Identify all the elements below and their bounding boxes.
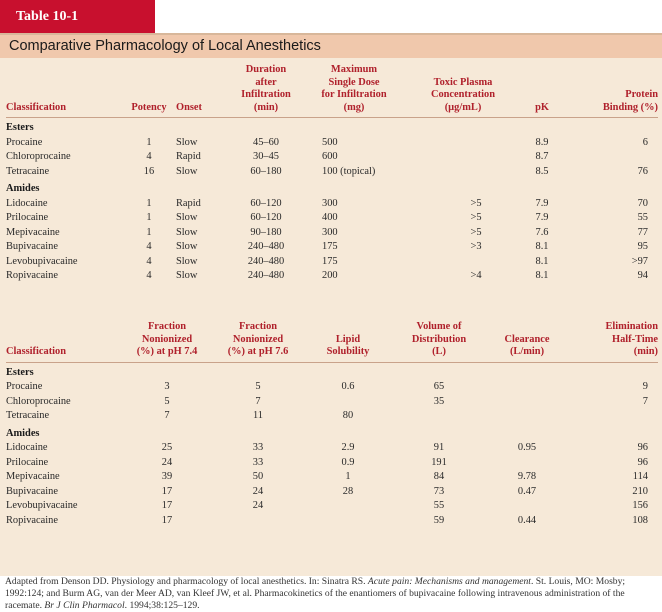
cell-vd: 91 (433, 442, 445, 453)
cell-fn74: 17 (161, 485, 173, 497)
cell-protein (566, 150, 658, 165)
cell-clearance: 9.78 (517, 471, 537, 482)
table-row (6, 165, 658, 180)
cell-clearance (486, 499, 568, 514)
group-row (6, 362, 658, 380)
cell-vd: 191 (431, 456, 447, 468)
cell-pk: 8.1 (535, 255, 549, 267)
cell-fn76: 11 (252, 410, 263, 421)
cell-duration: 240–480 (247, 270, 285, 281)
cell-pk: 8.1 (535, 270, 549, 281)
cell-clearance (486, 456, 568, 471)
cell-duration: 60–120 (250, 197, 282, 209)
cell-fn74: 17 (161, 514, 173, 526)
table-row (6, 499, 658, 514)
cell-potency: 4 (146, 270, 152, 281)
cell-pk: 7.6 (535, 226, 549, 238)
table-row (6, 485, 658, 500)
table-row (6, 395, 658, 410)
cell-onset: Slow (176, 136, 198, 148)
cell-toxic: >4 (470, 270, 482, 281)
drug-name: Bupivacaine (6, 241, 58, 252)
cell-toxic (408, 255, 518, 270)
source-footnote: Adapted from Denson DD. Physiology and pharmacology of local anesthetics. In: Sinatra RS. Acute pain: Mechanisms and management. St. Louis, MO: Mosby; 1992:124; and Burm AG, van der Meer AD, van Kleef JW, et al. Pharmacokinetics of the enantiomers of bupivacaine following intravenous administration of the racemate. Br J Clin Pharmacol. 1994;38:125–129. (5, 576, 626, 611)
col-classification: Classification (6, 321, 122, 362)
cell-lipid: 0.9 (341, 456, 355, 468)
drug-name: Lidocaine (6, 197, 48, 209)
cell-half: 108 (632, 514, 648, 526)
cell-max_dose: 300 (322, 226, 338, 238)
cell-onset: Slow (176, 212, 198, 223)
table-row (6, 226, 658, 241)
cell-max_dose: 200 (322, 270, 338, 281)
table-row (6, 380, 658, 395)
table-2-header-row (6, 321, 658, 362)
cell-duration: 60–120 (250, 212, 282, 223)
cell-fn74: 7 (164, 410, 170, 421)
cell-fn74: 3 (164, 381, 170, 392)
table-row (6, 441, 658, 456)
drug-name: Chloroprocaine (6, 395, 71, 407)
col-lipid-solubility: Lipid Solubility (304, 321, 392, 362)
cell-lipid: 0.6 (341, 381, 355, 392)
drug-name: Tetracaine (6, 410, 50, 421)
cell-clearance: 0.44 (517, 514, 537, 526)
col-volume-distribution: Volume of Distribution (L) (392, 321, 486, 362)
cell-onset: Rapid (176, 197, 201, 209)
table-body (0, 58, 662, 576)
table-label: Table 10-1 (0, 0, 155, 33)
drug-name: Mepivacaine (6, 226, 60, 238)
cell-protein: 6 (642, 136, 648, 148)
cell-toxic (408, 165, 518, 180)
table-row (6, 409, 658, 424)
col-fraction-nonionized-7-6: Fraction Nonionized (%) at pH 7.6 (212, 321, 304, 362)
group-row (6, 179, 658, 197)
cell-max_dose: 500 (322, 136, 338, 148)
cell-half: 114 (632, 471, 648, 482)
cell-pk: 7.9 (535, 197, 549, 209)
drug-name: Levobupivacaine (6, 255, 78, 267)
col-protein-binding: Protein Binding (%) (566, 64, 658, 118)
cell-max_dose: 300 (322, 197, 338, 209)
cell-toxic (408, 150, 518, 165)
cell-vd (392, 409, 486, 424)
cell-onset: Slow (176, 241, 198, 252)
cell-onset: Rapid (176, 151, 201, 162)
cell-duration: 30–45 (253, 151, 279, 162)
cell-max_dose: 100 (topical) (322, 165, 376, 177)
table-row (6, 240, 658, 255)
pharmacology-table-2 (6, 321, 658, 528)
drug-name: Ropivacaine (6, 514, 58, 526)
cell-clearance (486, 380, 568, 395)
cell-pk: 8.5 (535, 165, 549, 177)
cell-vd: 59 (433, 514, 445, 526)
cell-clearance (486, 395, 568, 410)
cell-fn76: 33 (252, 442, 264, 453)
drug-name: Prilocaine (6, 456, 49, 468)
cell-lipid (304, 395, 392, 410)
cell-toxic: >5 (470, 212, 482, 223)
cell-potency: 1 (146, 212, 152, 223)
cell-fn76: 24 (252, 500, 264, 511)
col-elimination-half-time: Elimination Half-Time (min) (568, 321, 658, 362)
cell-duration: 240–480 (247, 255, 285, 267)
cell-toxic: >5 (470, 197, 482, 209)
table-row (6, 136, 658, 151)
cell-vd: 65 (433, 381, 445, 392)
group-label: Amides (6, 183, 40, 194)
cell-protein: 70 (637, 197, 648, 209)
cell-half (568, 409, 658, 424)
drug-name: Mepivacaine (6, 471, 60, 482)
cell-lipid: 28 (342, 485, 354, 497)
cell-max_dose: 600 (322, 151, 338, 162)
cell-onset: Slow (176, 226, 198, 238)
drug-name: Prilocaine (6, 212, 49, 223)
cell-potency: 1 (146, 136, 152, 148)
cell-potency: 16 (143, 165, 155, 177)
drug-name: Ropivacaine (6, 270, 58, 281)
group-label: Esters (6, 122, 34, 133)
drug-name: Bupivacaine (6, 485, 58, 497)
drug-name: Levobupivacaine (6, 500, 78, 511)
cell-protein: 94 (637, 270, 648, 281)
drug-name: Procaine (6, 136, 43, 148)
col-max-dose: Maximum Single Dose for Infiltration (mg) (300, 64, 408, 118)
cell-fn76: 50 (252, 471, 264, 482)
cell-clearance: 0.95 (517, 442, 537, 453)
table-row (6, 514, 658, 529)
cell-fn76: 33 (252, 456, 264, 468)
cell-fn76: 7 (255, 395, 261, 407)
table-row (6, 150, 658, 165)
table-row (6, 269, 658, 284)
table-2-rows (6, 362, 658, 528)
cell-vd: 35 (433, 395, 445, 407)
col-onset: Onset (176, 64, 232, 118)
drug-name: Procaine (6, 381, 43, 392)
cell-half: 96 (637, 456, 648, 468)
table-row (6, 470, 658, 485)
cell-fn74: 24 (161, 456, 173, 468)
cell-lipid: 80 (342, 410, 354, 421)
cell-duration: 90–180 (250, 226, 282, 238)
cell-fn74: 39 (161, 471, 173, 482)
col-toxic-plasma: Toxic Plasma Concentration (µg/mL) (408, 64, 518, 118)
cell-onset: Slow (176, 165, 198, 177)
table-1-header-row (6, 64, 658, 118)
group-label: Esters (6, 366, 34, 378)
cell-vd: 55 (433, 500, 445, 511)
group-label: Amides (6, 427, 40, 439)
cell-potency: 4 (146, 241, 152, 252)
drug-name: Chloroprocaine (6, 151, 71, 162)
cell-fn76 (212, 514, 304, 529)
cell-vd: 84 (433, 471, 445, 482)
cell-lipid: 1 (345, 471, 351, 482)
cell-potency: 1 (146, 226, 152, 238)
col-pk: pK (518, 64, 566, 118)
col-classification: Classification (6, 64, 122, 118)
cell-fn76: 24 (252, 485, 264, 497)
group-row (6, 424, 658, 442)
cell-max_dose: 400 (322, 212, 338, 223)
cell-duration: 45–60 (253, 136, 279, 148)
cell-pk: 8.1 (535, 241, 549, 252)
table-row (6, 211, 658, 226)
cell-toxic (408, 136, 518, 151)
cell-pk: 8.7 (535, 151, 549, 162)
cell-fn74: 25 (161, 442, 173, 453)
pharmacology-table-1 (6, 64, 658, 284)
cell-fn76: 5 (255, 381, 261, 392)
col-clearance: Clearance (L/min) (486, 321, 568, 362)
cell-max_dose: 175 (322, 255, 338, 267)
cell-vd: 73 (433, 485, 445, 497)
table-row (6, 197, 658, 212)
drug-name: Lidocaine (6, 442, 48, 453)
cell-lipid: 2.9 (341, 442, 355, 453)
cell-potency: 4 (146, 151, 152, 162)
table-1-rows (6, 118, 658, 284)
cell-half: 210 (632, 485, 648, 497)
cell-lipid (304, 499, 392, 514)
cell-fn74: 5 (164, 395, 170, 407)
cell-potency: 1 (146, 197, 152, 209)
cell-fn74: 17 (161, 500, 173, 511)
cell-protein: 77 (637, 226, 648, 238)
cell-onset: Slow (176, 255, 198, 267)
cell-half: 96 (637, 442, 648, 453)
cell-half: 156 (632, 500, 648, 511)
cell-protein: 76 (637, 165, 648, 177)
col-potency: Potency (122, 64, 176, 118)
cell-protein: >97 (631, 255, 648, 267)
cell-pk: 7.9 (535, 212, 549, 223)
group-row (6, 118, 658, 136)
cell-duration: 240–480 (247, 241, 285, 252)
cell-clearance (486, 409, 568, 424)
table-row (6, 255, 658, 270)
drug-name: Tetracaine (6, 165, 50, 177)
cell-lipid (304, 514, 392, 529)
cell-max_dose: 175 (322, 241, 338, 252)
table-row (6, 456, 658, 471)
cell-protein: 95 (637, 241, 648, 252)
cell-toxic: >3 (470, 241, 482, 252)
cell-half: 7 (642, 395, 648, 407)
cell-clearance: 0.47 (517, 485, 537, 497)
cell-onset: Slow (176, 270, 198, 281)
col-fraction-nonionized-7-4: Fraction Nonionized (%) at pH 7.4 (122, 321, 212, 362)
cell-toxic: >5 (470, 226, 482, 238)
cell-duration: 60–180 (250, 165, 282, 177)
cell-potency: 4 (146, 255, 152, 267)
cell-protein: 55 (637, 212, 648, 223)
cell-pk: 8.9 (535, 136, 549, 148)
table-title: Comparative Pharmacology of Local Anesthetics (0, 33, 662, 58)
cell-half: 9 (642, 381, 648, 392)
col-duration: Duration after Infiltration (min) (232, 64, 300, 118)
